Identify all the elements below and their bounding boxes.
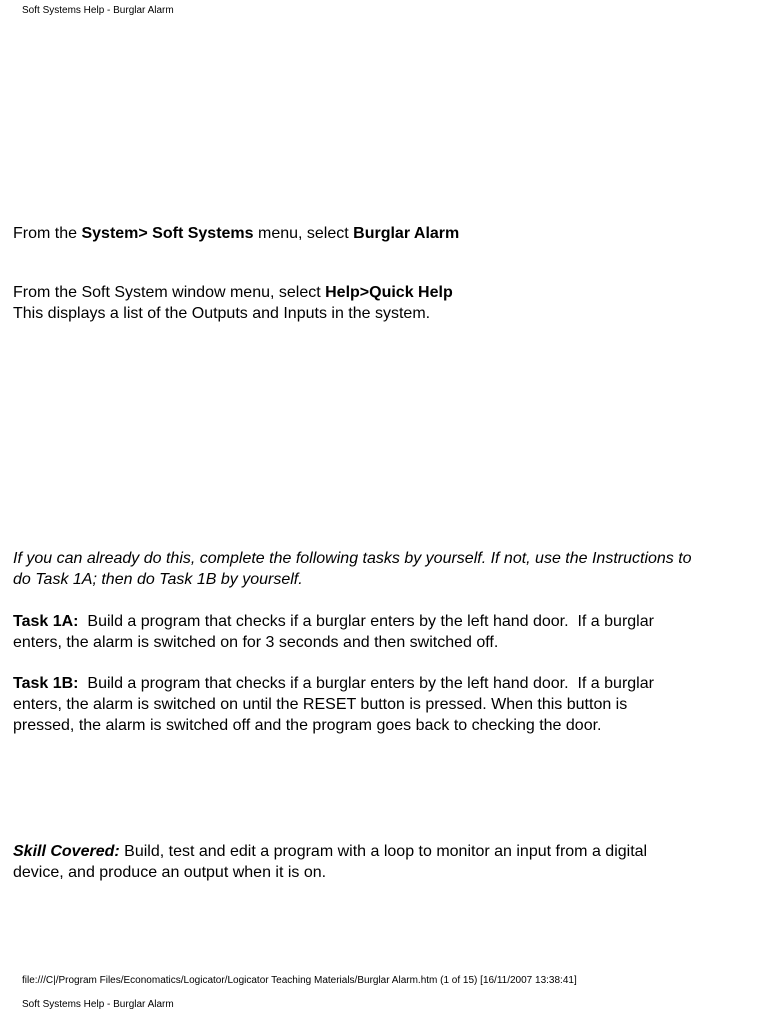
step-select-burglar-alarm xyxy=(13,223,459,244)
intro-line-2: do Task 1A; then do Task 1B by yourself. xyxy=(13,571,303,588)
page-footer-path: file:///C|/Program Files/Economatics/Logicator/Logicator Teaching Materials/Burglar Alarm.htm (1 of 15) [16/11/2007 13:38:41] xyxy=(22,975,577,986)
task-1b-line-1 xyxy=(13,673,654,694)
skill-covered-line-2: device, and produce an output when it is on. xyxy=(13,864,327,881)
step1-item: Burglar Alarm xyxy=(353,225,460,242)
task-1a-label: Task 1A: xyxy=(13,613,79,630)
page-header-title: Soft Systems Help - Burglar Alarm xyxy=(22,5,174,16)
step2-menu: Help>Quick Help xyxy=(325,284,453,301)
task-1a-line-2: enters, the alarm is switched on for 3 seconds and then switched off. xyxy=(13,634,499,651)
step1-pre: From the xyxy=(13,225,82,242)
next-page-header-title: Soft Systems Help - Burglar Alarm xyxy=(22,999,174,1010)
skill-covered-text: Build, test and edit a program with a loop to monitor an input from a digital xyxy=(119,843,648,860)
step1-menu: System> Soft Systems xyxy=(81,225,254,242)
step2-pre: From the Soft System window menu, select xyxy=(13,284,326,301)
task-1b-line-3: pressed, the alarm is switched off and the program goes back to checking the door. xyxy=(13,717,602,734)
skill-covered-label: Skill Covered: xyxy=(13,843,120,860)
task-1a-line-1 xyxy=(13,611,654,632)
task-1b-label: Task 1B: xyxy=(13,675,79,692)
task-1b-line-2: enters, the alarm is switched on until the RESET button is pressed. When this button is xyxy=(13,696,628,713)
task-1a-text: Build a program that checks if a burglar enters by the left hand door. If a burglar xyxy=(78,613,654,630)
task-1b-text: Build a program that checks if a burglar enters by the left hand door. If a burglar xyxy=(78,675,654,692)
skill-covered-line-1 xyxy=(13,841,647,862)
intro-line-1: If you can already do this, complete the following tasks by yourself. If not, use the Instructions to xyxy=(13,550,692,567)
step2-description: This displays a list of the Outputs and Inputs in the system. xyxy=(13,305,431,322)
step-quick-help xyxy=(13,282,453,303)
step1-mid: menu, select xyxy=(253,225,354,242)
